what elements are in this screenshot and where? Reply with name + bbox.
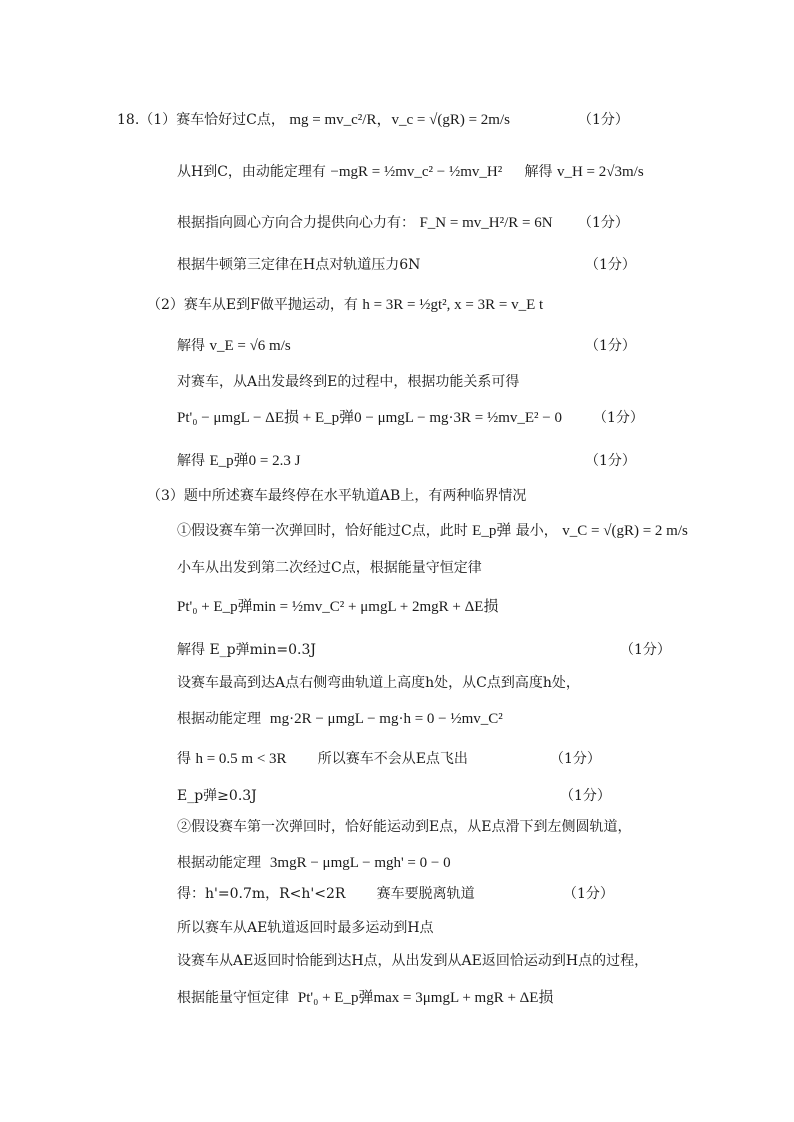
score-p1-2: （1分） (578, 215, 629, 231)
p2-line1: （2）赛车从E到F做平抛运动，有 h = 3R = ½gt², x = 3R = v_E t (147, 297, 544, 313)
p3-case1-line2: 小车从出发到第二次经过C点，根据能量守恒定律 (177, 560, 482, 576)
p3-case2-line1: ②假设赛车第一次弹回时，恰好能运动到E点，从E点滑下到左侧圆轨道， (177, 819, 632, 835)
p3-intro: （3）题中所述赛车最终停在水平轨道AB上，有两种临界情况 (147, 488, 527, 504)
equation-projectile: h = 3R = ½gt², x = 3R = v_E t (362, 297, 544, 313)
p3-case1-line7: 得 h = 0.5 m < 3R 所以赛车不会从E点飞出 (177, 751, 468, 767)
p3-case1-result: 解得 E_p弹min=0.3J (177, 642, 317, 658)
p1-line3: 根据指向圆心方向合力提供向心力有： F_N = mv_H²/R = 6N (177, 215, 553, 231)
score-p1-3: （1分） (585, 257, 636, 273)
score-p3-1: （1分） (620, 642, 671, 658)
score-p1-1: （1分） (578, 112, 629, 128)
p1-line2: 从H到C，由动能定理有 −mgR = ½mv_c² − ½mv_H² 解得 v_H = 2√3m/s (177, 164, 644, 180)
score-p2-1: （1分） (585, 338, 636, 354)
equation-kinetic-e: 3mgR − μmgL − mgh' = 0 − 0 (269, 855, 451, 871)
p3-case1-conclusion: E_p弹≥0.3J (177, 788, 257, 804)
p2-line2: 解得 v_E = √6 m/s (177, 338, 291, 354)
equation-energy-max: Pt'₀ + E_p弹max = 3μmgL + mgR + ΔE损 (297, 990, 554, 1006)
equation-vc: v_C = √(gR) = 2 m/s (562, 523, 688, 539)
p2-line5: 解得 E_p弹0 = 2.3 J (177, 453, 301, 469)
p3-case2-line4: 所以赛车从AE轨道返回时最多运动到H点 (177, 920, 434, 936)
score-p3-4: （1分） (563, 886, 614, 902)
equation-c-point: mg = mv_c²/R，v_c = √(gR) = 2m/s (289, 112, 510, 128)
equation-h-to-c: −mgR = ½mv_c² − ½mv_H² (330, 164, 503, 180)
p3-case1-line1: ①假设赛车第一次弹回时，恰好能过C点，此时 E_p弹 最小， v_C = √(gR) = 2 m/s (177, 523, 688, 539)
result-ep0: E_p弹0 = 2.3 J (209, 453, 301, 469)
p3-case1-line6: 根据动能定理 mg·2R − μmgL − mg·h = 0 − ½mv_C² (177, 711, 503, 727)
score-p3-2: （1分） (550, 751, 601, 767)
result-vh: v_H = 2√3m/s (556, 164, 644, 180)
p3-case2-line2: 根据动能定理 3mgR − μmgL − mgh' = 0 − 0 (177, 855, 451, 871)
p3-case2-line3: 得：h'=0.7m，R<h'<2R 赛车要脱离轨道 (177, 886, 475, 902)
p1-line4: 根据牛顿第三定律在H点对轨道压力6N (177, 257, 421, 273)
equation-fn: F_N = mv_H²/R = 6N (419, 215, 553, 231)
result-h: h = 0.5 m < 3R (195, 751, 287, 767)
equation-work-energy: Pt'₀ − μmgL − ΔE损 + E_p弹0 − μmgL − mg·3R = ½mv_E² − 0 (177, 410, 563, 426)
equation-kinetic-h: mg·2R − μmgL − mg·h = 0 − ½mv_C² (269, 711, 503, 727)
p3-case1-line5: 设赛车最高到达A点右侧弯曲轨道上高度h处，从C点到高度h处， (177, 675, 580, 691)
p3-case2-line5: 设赛车从AE返回时恰能到达H点，从出发到从AE返回恰运动到H点的过程， (177, 953, 649, 969)
p2-line3: 对赛车，从A出发最终到E的过程中，根据功能关系可得 (177, 374, 520, 390)
result-ve: v_E = √6 m/s (209, 338, 291, 354)
question-number: 18.（1）赛车恰好过C点， mg = mv_c²/R，v_c = √(gR) = 2m/s (117, 112, 510, 128)
equation-energy-min: Pt'₀ + E_p弹min = ½mv_C² + μmgL + 2mgR + ΔE损 (177, 599, 499, 615)
p3-case2-line6: 根据能量守恒定律 Pt'₀ + E_p弹max = 3μmgL + mgR + ΔE损 (177, 990, 554, 1006)
score-p3-3: （1分） (560, 788, 611, 804)
score-p2-2: （1分） (593, 410, 644, 426)
score-p2-3: （1分） (585, 453, 636, 469)
